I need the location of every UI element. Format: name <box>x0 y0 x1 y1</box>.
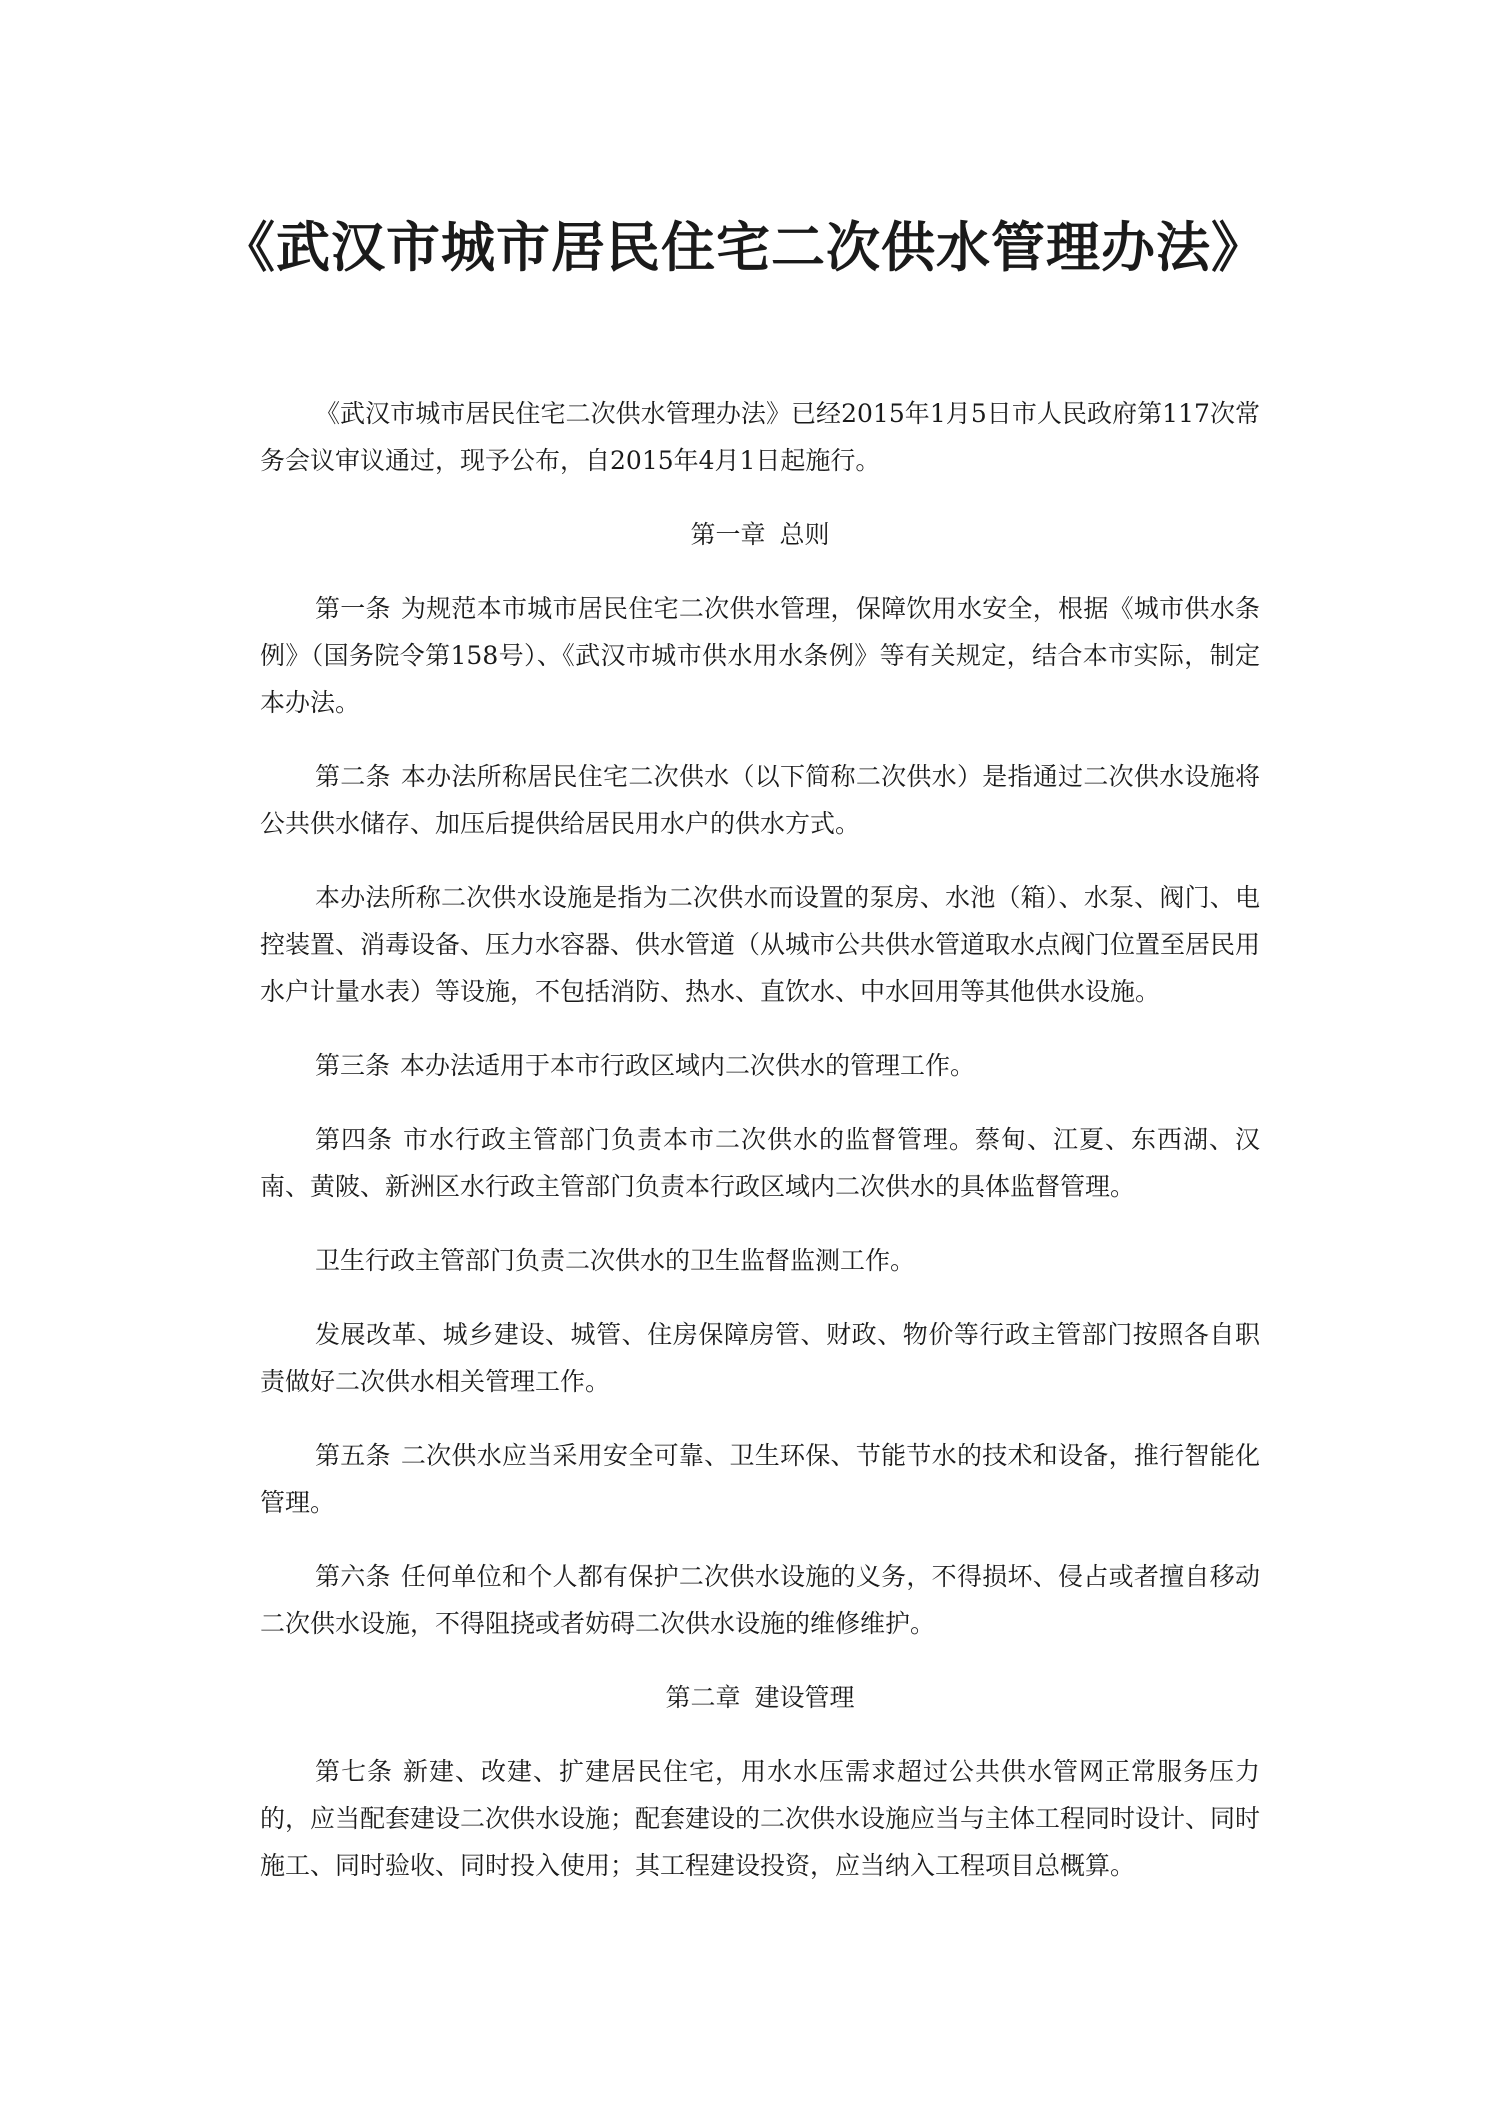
article-text: 市水行政主管部门负责本市二次供水的监督管理。蔡甸、江夏、东西湖、汉南、黄陂、新洲区水行政主管部门负责本行政区域内二次供水的具体监督管理。 <box>260 1125 1260 1201</box>
chapter-name: 总则 <box>779 520 830 549</box>
article-text: 本办法适用于本市行政区域内二次供水的管理工作。 <box>400 1051 976 1080</box>
article-paragraph <box>260 1116 1260 1210</box>
article-paragraph <box>260 753 1260 847</box>
chapter-number: 第一章 <box>690 520 766 549</box>
article-paragraph <box>260 1553 1260 1647</box>
article-text: 二次供水应当采用安全可靠、卫生环保、节能节水的技术和设备，推行智能化管理。 <box>260 1441 1260 1517</box>
article-paragraph <box>260 1311 1260 1405</box>
article-text: 任何单位和个人都有保护二次供水设施的义务，不得损坏、侵占或者擅自移动二次供水设施，不得阻挠或者妨碍二次供水设施的维修维护。 <box>260 1562 1260 1638</box>
intro-paragraph: 《武汉市城市居民住宅二次供水管理办法》已经2015年1月5日市人民政府第117次常务会议审议通过，现予公布，自2015年4月1日起施行。 <box>260 399 1260 475</box>
article-label: 第二条 <box>315 762 391 791</box>
article-label: 第七条 <box>315 1757 393 1786</box>
article-paragraph <box>260 874 1260 1015</box>
document-title: 《武汉市城市居民住宅二次供水管理办法》 <box>221 215 1266 279</box>
chapter-heading <box>260 1674 1260 1721</box>
article-paragraph <box>260 1748 1260 1889</box>
chapter-heading <box>260 511 1260 558</box>
article-paragraph <box>260 1237 1260 1284</box>
article-label: 第五条 <box>315 1441 391 1470</box>
article-text: 为规范本市城市居民住宅二次供水管理，保障饮用水安全，根据《城市供水条例》（国务院令第158号）、《武汉市城市供水用水条例》等有关规定，结合本市实际，制定本办法。 <box>260 594 1260 717</box>
article-text: 本办法所称居民住宅二次供水（以下简称二次供水）是指通过二次供水设施将公共供水储存、加压后提供给居民用水户的供水方式。 <box>260 762 1260 838</box>
article-paragraph <box>260 1042 1260 1089</box>
article-text: 发展改革、城乡建设、城管、住房保障房管、财政、物价等行政主管部门按照各自职责做好二次供水相关管理工作。 <box>260 1320 1260 1396</box>
chapter-name: 建设管理 <box>754 1683 855 1712</box>
document-body <box>260 390 1260 1916</box>
article-label: 第一条 <box>315 594 391 623</box>
article-label: 第三条 <box>315 1051 391 1080</box>
article-text: 新建、改建、扩建居民住宅，用水水压需求超过公共供水管网正常服务压力的，应当配套建设二次供水设施；配套建设的二次供水设施应当与主体工程同时设计、同时施工、同时验收、同时投入使用；其工程建设投资，应当纳入工程项目总概算。 <box>260 1757 1261 1880</box>
article-label: 第六条 <box>315 1562 391 1591</box>
article-text: 卫生行政主管部门负责二次供水的卫生监督监测工作。 <box>315 1246 916 1275</box>
chapter-number: 第二章 <box>665 1683 741 1712</box>
article-paragraph <box>260 1432 1260 1526</box>
article-paragraph <box>260 585 1260 726</box>
article-label: 第四条 <box>315 1125 393 1154</box>
article-text: 本办法所称二次供水设施是指为二次供水而设置的泵房、水池（箱）、水泵、阀门、电控装置、消毒设备、压力水容器、供水管道（从城市公共供水管道取水点阀门位置至居民用水户计量水表）等设施，不包括消防、热水、直饮水、中水回用等其他供水设施。 <box>260 883 1261 1006</box>
